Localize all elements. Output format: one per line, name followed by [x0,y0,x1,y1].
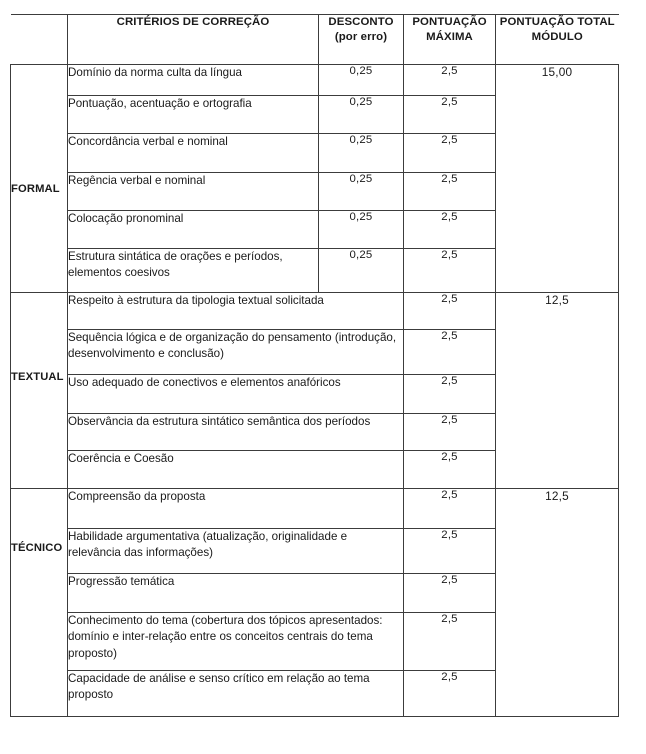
criteria-text: Sequência lógica e de organização do pensamento (introdução, desenvolvimento e conclusão) [68,330,404,375]
table-row [11,293,619,330]
criteria-text: Estrutura sintática de orações e períodos, elementos coesivos [68,249,319,293]
header-total-score [496,15,619,65]
module-label-text: FORMAL [11,183,60,195]
max-score-value: 2,5 [404,330,496,375]
discount-value: 0,25 [319,173,404,211]
criteria-text: Capacidade de análise e senso crítico em relação ao tema proposto [68,671,404,717]
max-score-value: 2,5 [404,451,496,489]
discount-value: 0,25 [319,96,404,134]
header-total-line1: PONTUAÇÃO TOTAL [499,16,615,28]
module-label-técnico [11,489,68,717]
header-max-line2: MÁXIMA [426,30,473,43]
max-score-value: 2,5 [404,489,496,529]
max-score-value: 2,5 [404,613,496,671]
criteria-text: Progressão temática [68,574,404,613]
criteria-text: Conhecimento do tema (cobertura dos tópicos apresentados: domínio e inter-relação entre os conceitos centrais do tema proposto) [68,613,404,671]
header-discount-line2: (por erro) [334,30,388,43]
criteria-text: Observância da estrutura sintático semântica dos períodos [68,414,404,451]
module-label-text: TEXTUAL [11,371,64,383]
header-max-line1: PONTUAÇÃO [412,16,487,28]
criteria-text: Habilidade argumentativa (atualização, originalidade e relevância das informações) [68,529,404,574]
module-label-textual [11,293,68,489]
criteria-text: Coerência e Coesão [68,451,404,489]
max-score-value: 2,5 [404,249,496,293]
criteria-text: Respeito à estrutura da tipologia textual solicitada [68,293,404,330]
max-score-value: 2,5 [404,529,496,574]
module-total-value: 15,00 [496,65,619,293]
max-score-value: 2,5 [404,375,496,414]
header-total-line2: MÓDULO [531,30,583,43]
max-score-value: 2,5 [404,134,496,173]
discount-value: 0,25 [319,211,404,249]
table-row [11,489,619,529]
table-row [11,65,619,96]
module-label-formal [11,65,68,293]
discount-value: 0,25 [319,134,404,173]
header-discount-line1: DESCONTO [328,16,394,28]
criteria-text: Concordância verbal e nominal [68,134,319,173]
criteria-text: Domínio da norma culta da língua [68,65,319,96]
module-label-text: TÉCNICO [11,542,63,554]
criteria-text: Pontuação, acentuação e ortografia [68,96,319,134]
criteria-text: Uso adequado de conectivos e elementos anafóricos [68,375,404,414]
discount-value: 0,25 [319,249,404,293]
module-total-value: 12,5 [496,489,619,717]
criteria-text: Regência verbal e nominal [68,173,319,211]
table-header [11,15,619,65]
header-row [11,15,619,65]
criteria-text: Colocação pronominal [68,211,319,249]
header-module-blank [11,15,68,65]
criteria-grading-table [10,14,619,717]
header-discount [319,15,404,65]
table-body [11,65,619,717]
max-score-value: 2,5 [404,574,496,613]
criteria-text: Compreensão da proposta [68,489,404,529]
max-score-value: 2,5 [404,173,496,211]
header-max-score [404,15,496,65]
max-score-value: 2,5 [404,65,496,96]
discount-value: 0,25 [319,65,404,96]
module-total-value: 12,5 [496,293,619,489]
max-score-value: 2,5 [404,96,496,134]
max-score-value: 2,5 [404,293,496,330]
max-score-value: 2,5 [404,671,496,717]
header-criteria: CRITÉRIOS DE CORREÇÃO [68,15,319,65]
max-score-value: 2,5 [404,211,496,249]
max-score-value: 2,5 [404,414,496,451]
